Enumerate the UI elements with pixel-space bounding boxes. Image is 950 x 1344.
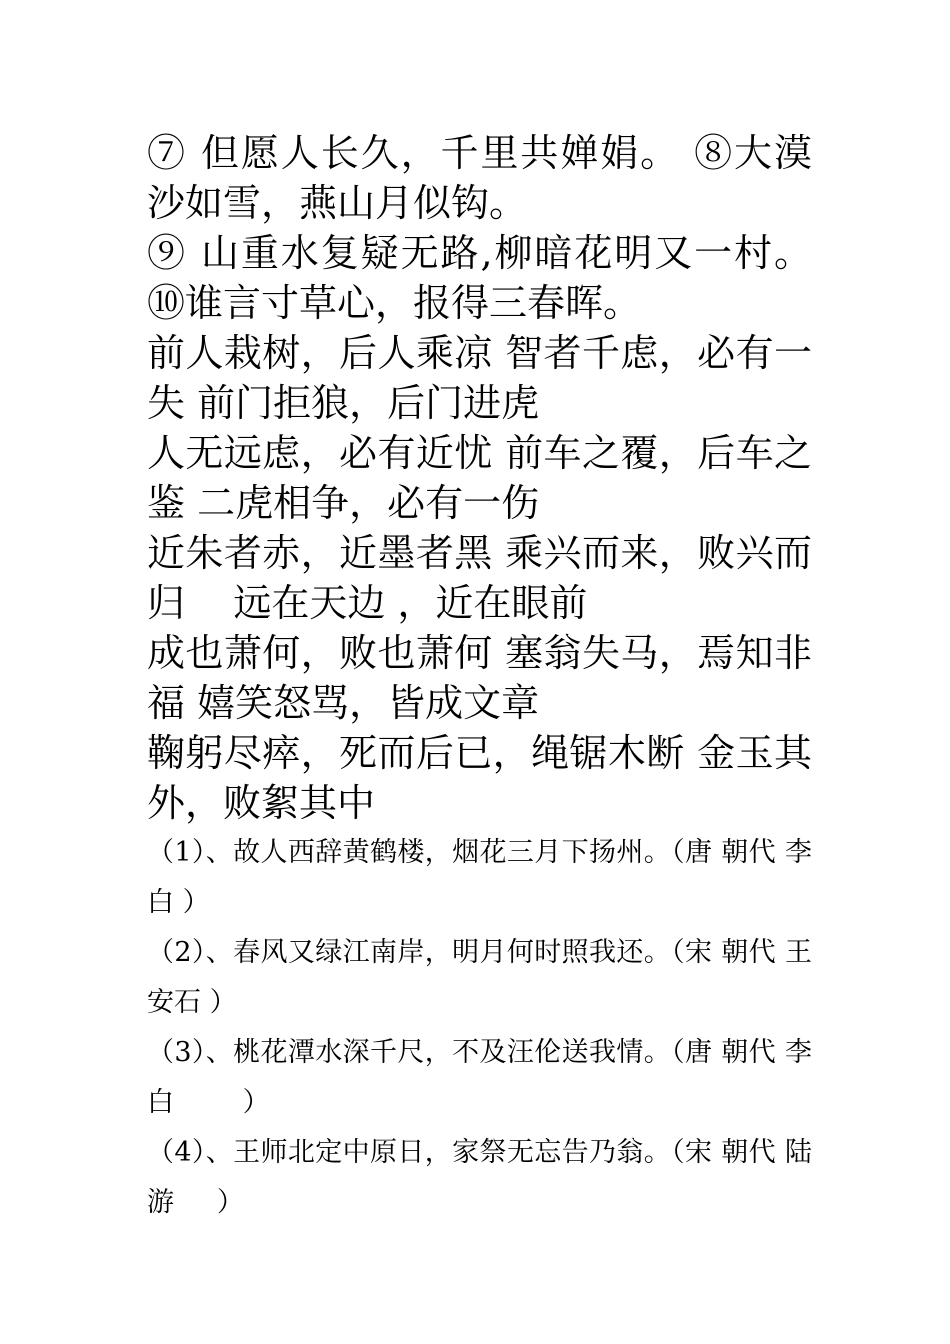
poem-lines-7-8: ⑦ 但愿人长久，千里共婵娟。 ⑧大漠沙如雪，燕山月似钩。 bbox=[147, 131, 812, 225]
poem-lines-9-10: ⑨ 山重水复疑无路,柳暗花明又一村。⑩谁言寸草心，报得三春晖。 bbox=[147, 231, 812, 325]
poem-item-3: （3）、桃花潭水深千尺，不及汪伦送我情。（唐 朝代 李白 ） bbox=[147, 1037, 812, 1118]
poem-item-4: （4）、王师北定中原日，家祭无忘告乃翁。（宋 朝代 陆游 ） bbox=[147, 1137, 812, 1218]
poem-item-1: （1）、故人西辞黄鹤楼，烟花三月下扬州。（唐 朝代 李白 ） bbox=[147, 837, 812, 918]
proverb-paragraph: 近朱者赤，近墨者黑 乘兴而来，败兴而归 远在天边 ，近在眼前 bbox=[147, 531, 812, 625]
proverb-paragraph: 鞠躬尽瘁，死而后已，绳锯木断 金玉其外，败絮其中 bbox=[147, 731, 812, 825]
proverb-paragraph: 人无远虑，必有近忧 前车之覆，后车之鉴 二虎相争，必有一伤 bbox=[147, 431, 812, 525]
poem-item-2: （2）、春风又绿江南岸，明月何时照我还。（宋 朝代 王安石 ） bbox=[147, 937, 812, 1018]
proverb-paragraph: 前人栽树，后人乘凉 智者千虑，必有一失 前门拒狼，后门进虎 bbox=[147, 331, 812, 425]
document-page bbox=[147, 128, 812, 1228]
proverb-paragraph: 成也萧何，败也萧何 塞翁失马，焉知非福 嬉笑怒骂，皆成文章 bbox=[147, 631, 812, 725]
